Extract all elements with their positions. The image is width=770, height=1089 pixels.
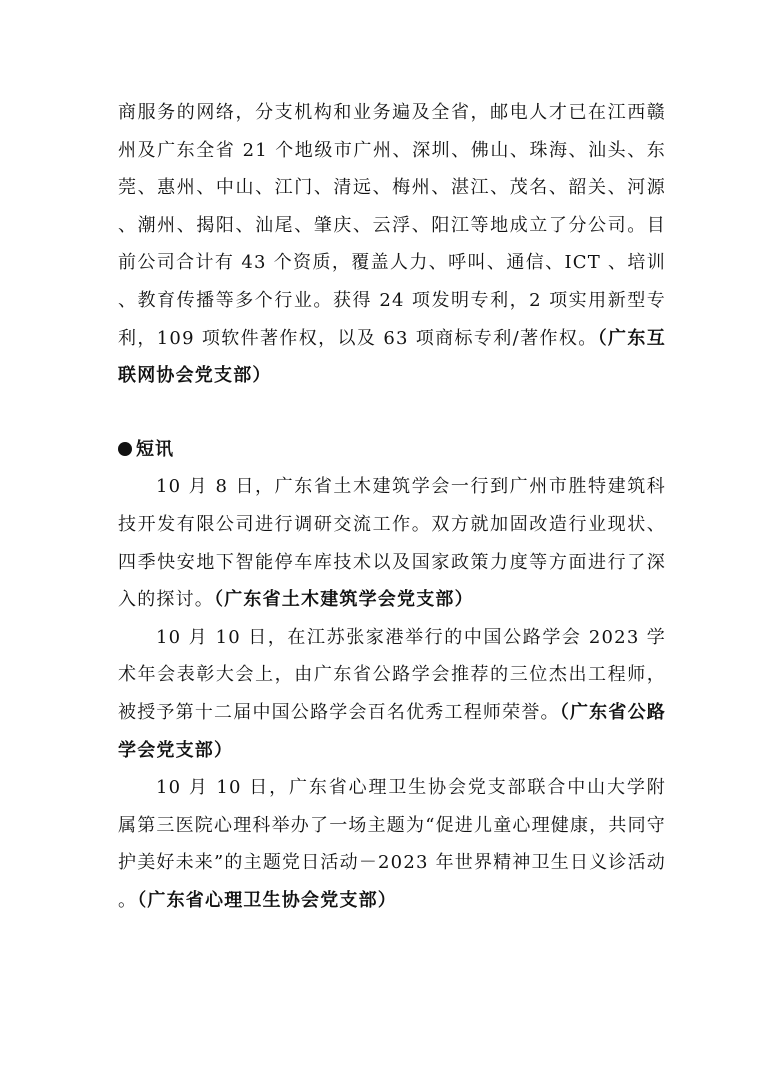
news-item-2-text: 10 月 10 日，在江苏张家港举行的中国公路学会 2023 学术年会表彰大会上，由广东省公路学会推荐的三位杰出工程师，被授予第十二届中国公路学会百名优秀工程师荣誉。 [118, 626, 666, 723]
intro-paragraph [118, 94, 666, 395]
news-item-1-text: 10 月 8 日，广东省土木建筑学会一行到广州市胜特建筑科技开发有限公司进行调研交流工作。双方就加固改造行业现状、四季快安地下智能停车库技术以及国家政策力度等方面进行了深入的探讨。 [118, 476, 666, 611]
section-heading [118, 431, 666, 469]
news-item-2 [118, 619, 666, 769]
news-item-1-source: （广东省土木建筑学会党支部） [214, 589, 474, 611]
section-title: 短讯 [136, 438, 174, 460]
news-item-2-source: （广东省公路学会党支部） [118, 701, 666, 761]
intro-source: （广东互联网协会党支部） [118, 327, 666, 387]
news-item-3-text: 10 月 10 日，广东省心理卫生协会党支部联合中山大学附属第三医院心理科举办了一场主题为“促进儿童心理健康，共同守护美好未来”的主题党日活动－2023 年世界精神卫生日义诊活动。 [118, 777, 666, 911]
news-item-3 [118, 769, 666, 919]
news-item-3-source: （广东省心理卫生协会党支部） [137, 889, 398, 911]
news-item-1 [118, 468, 666, 618]
bullet-icon [118, 442, 132, 456]
document-body [118, 94, 666, 919]
intro-text: 商服务的网络，分支机构和业务遍及全省，邮电人才已在江西赣州及广东全省 21 个地级市广州、深圳、佛山、珠海、汕头、东莞、惠州、中山、江门、清远、梅州、湛江、茂名、韶关、河源、潮州、揭阳、汕尾、肇庆、云浮、阳江等地成立了分公司。目前公司合计有 43 个资质，覆盖人力、呼叫、通信、ICT 、培训、教育传播等多个行业。获得 24 项发明专利，2 项实用新型专利，109 项软件著作权，以及 63 项商标专利/著作权。 [118, 102, 666, 349]
